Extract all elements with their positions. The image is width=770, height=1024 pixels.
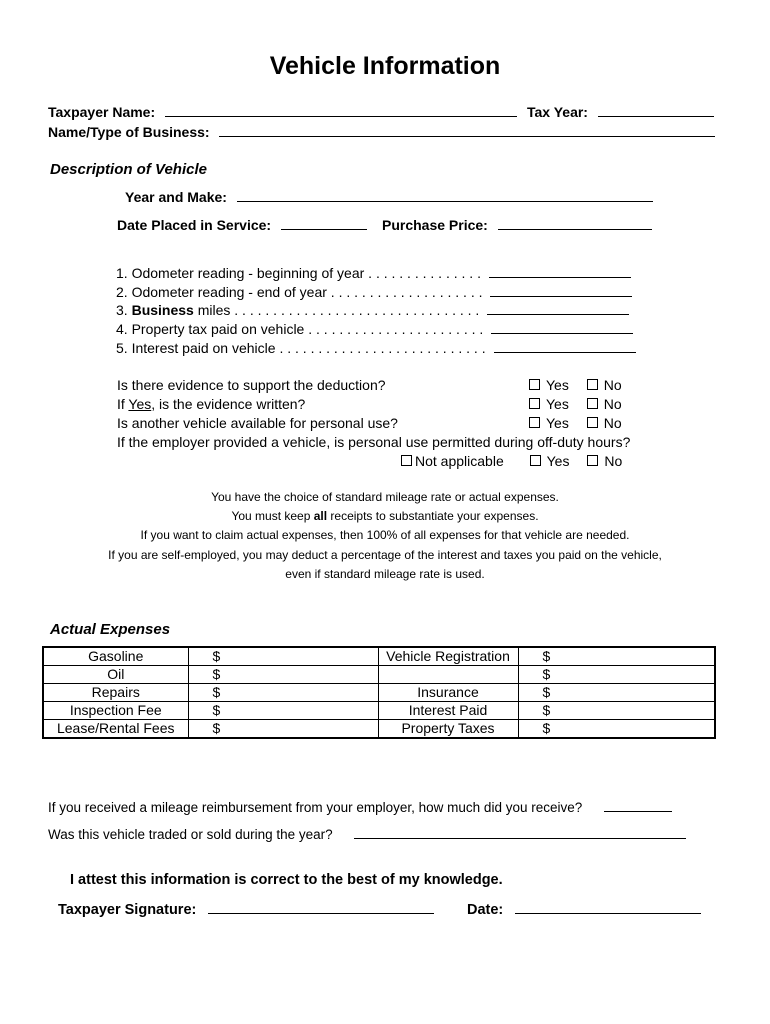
odometer-end-field[interactable]: [490, 284, 632, 297]
taxpayer-name-label: Taxpayer Name:: [48, 104, 156, 120]
traded-question: Was this vehicle traded or sold during the year?: [48, 827, 333, 842]
date-field[interactable]: [515, 901, 701, 914]
actual-expenses-heading: Actual Expenses: [50, 621, 171, 638]
evidence-options: Yes No: [529, 377, 622, 393]
yes-checkbox[interactable]: [529, 398, 540, 409]
note-line-1: You have the choice of standard mileage rate or actual expenses.: [211, 490, 559, 504]
no-checkbox[interactable]: [587, 417, 598, 428]
tax-year-row: [527, 104, 714, 120]
interest-field[interactable]: [494, 340, 636, 353]
expense-label: Property Taxes: [378, 720, 518, 739]
off-duty-options: Not applicable Yes No: [401, 453, 622, 469]
property-tax-field[interactable]: [491, 321, 633, 334]
reimbursement-row: [48, 799, 672, 815]
table-row: [43, 666, 715, 684]
purchase-price-field[interactable]: [498, 217, 652, 230]
page-title: Vehicle Information: [269, 52, 501, 80]
list-item-property-tax: 4. Property tax paid on vehicle . . . . . . . . . . . . . . . . . . . . . . .: [116, 321, 633, 337]
business-miles-field[interactable]: [487, 302, 629, 315]
expense-amount-field[interactable]: $: [188, 647, 378, 666]
note-line-5: even if standard mileage rate is used.: [285, 567, 485, 581]
yes-checkbox[interactable]: [529, 417, 540, 428]
purchase-price-row: [382, 217, 652, 233]
expense-label: Inspection Fee: [43, 702, 188, 720]
note-line-3: If you want to claim actual expenses, then 100% of all expenses for that vehicle are needed.: [140, 528, 630, 542]
no-checkbox[interactable]: [587, 455, 598, 466]
yes-checkbox[interactable]: [529, 379, 540, 390]
question-evidence: Is there evidence to support the deduction?: [117, 377, 386, 393]
traded-field[interactable]: [354, 826, 686, 839]
tax-year-field[interactable]: [598, 104, 714, 117]
expense-label: Repairs: [43, 684, 188, 702]
date-placed-row: [117, 217, 367, 233]
expense-amount-field[interactable]: $: [188, 666, 378, 684]
expense-amount-field[interactable]: $: [518, 720, 715, 739]
date-row: [467, 901, 701, 918]
description-heading: Description of Vehicle: [50, 161, 207, 178]
signature-field[interactable]: [208, 901, 434, 914]
expense-label: Vehicle Registration: [378, 647, 518, 666]
taxpayer-name-field[interactable]: [165, 104, 517, 117]
note-line-4: If you are self-employed, you may deduct a percentage of the interest and taxes you paid on the vehicle,: [108, 548, 662, 562]
expense-amount-field[interactable]: $: [188, 702, 378, 720]
date-placed-field[interactable]: [281, 217, 367, 230]
attestation: I attest this information is correct to the best of my knowledge.: [70, 872, 503, 888]
business-row: [48, 124, 715, 140]
year-make-label: Year and Make:: [125, 189, 227, 205]
personal-use-options: Yes No: [529, 415, 622, 431]
date-placed-label: Date Placed in Service:: [117, 217, 272, 233]
list-item-interest: 5. Interest paid on vehicle . . . . . . . . . . . . . . . . . . . . . . . . . . .: [116, 340, 636, 356]
list-item-odometer-begin: 1. Odometer reading - beginning of year . . . . . . . . . . . . . . .: [116, 265, 631, 281]
reimbursement-question: If you received a mileage reimbursement from your employer, how much did you receive?: [48, 800, 583, 815]
tax-year-label: Tax Year:: [527, 104, 588, 120]
expense-amount-field[interactable]: $: [518, 647, 715, 666]
purchase-price-label: Purchase Price:: [382, 217, 488, 233]
question-written: If Yes, is the evidence written?: [117, 396, 306, 412]
expense-label: Interest Paid: [378, 702, 518, 720]
expense-amount-field[interactable]: $: [188, 684, 378, 702]
year-make-field[interactable]: [237, 189, 653, 202]
written-options: Yes No: [529, 396, 622, 412]
note-line-2: You must keep all receipts to substantiate your expenses.: [231, 509, 539, 523]
date-label: Date:: [467, 902, 504, 918]
list-item-odometer-end: 2. Odometer reading - end of year . . . . . . . . . . . . . . . . . . . .: [116, 284, 632, 300]
not-applicable-checkbox[interactable]: [401, 455, 412, 466]
traded-row: [48, 826, 686, 842]
business-label: Name/Type of Business:: [48, 124, 210, 140]
list-item-business-miles: 3. Business miles . . . . . . . . . . . . . . . . . . . . . . . . . . . . . . . .: [116, 302, 629, 318]
expense-label[interactable]: [378, 666, 518, 684]
expense-amount-field[interactable]: $: [518, 684, 715, 702]
no-checkbox[interactable]: [587, 398, 598, 409]
yes-checkbox[interactable]: [530, 455, 541, 466]
expense-label: Insurance: [378, 684, 518, 702]
reimbursement-field[interactable]: [604, 799, 672, 812]
actual-expenses-table: [42, 646, 716, 739]
year-make-row: [125, 189, 653, 205]
table-row: [43, 647, 715, 666]
table-row: [43, 702, 715, 720]
expense-label: Lease/Rental Fees: [43, 720, 188, 739]
expense-amount-field[interactable]: $: [188, 720, 378, 739]
question-off-duty: If the employer provided a vehicle, is personal use permitted during off-duty hours?: [117, 434, 631, 450]
signature-row: [58, 901, 434, 918]
no-checkbox[interactable]: [587, 379, 598, 390]
expense-label: Oil: [43, 666, 188, 684]
expense-amount-field[interactable]: $: [518, 702, 715, 720]
question-personal-use: Is another vehicle available for personal use?: [117, 415, 398, 431]
table-row: [43, 720, 715, 739]
expense-label: Gasoline: [43, 647, 188, 666]
business-field[interactable]: [219, 124, 715, 137]
signature-label: Taxpayer Signature:: [58, 902, 197, 918]
odometer-begin-field[interactable]: [489, 265, 631, 278]
taxpayer-name-row: [48, 104, 517, 120]
expense-amount-field[interactable]: $: [518, 666, 715, 684]
table-row: [43, 684, 715, 702]
